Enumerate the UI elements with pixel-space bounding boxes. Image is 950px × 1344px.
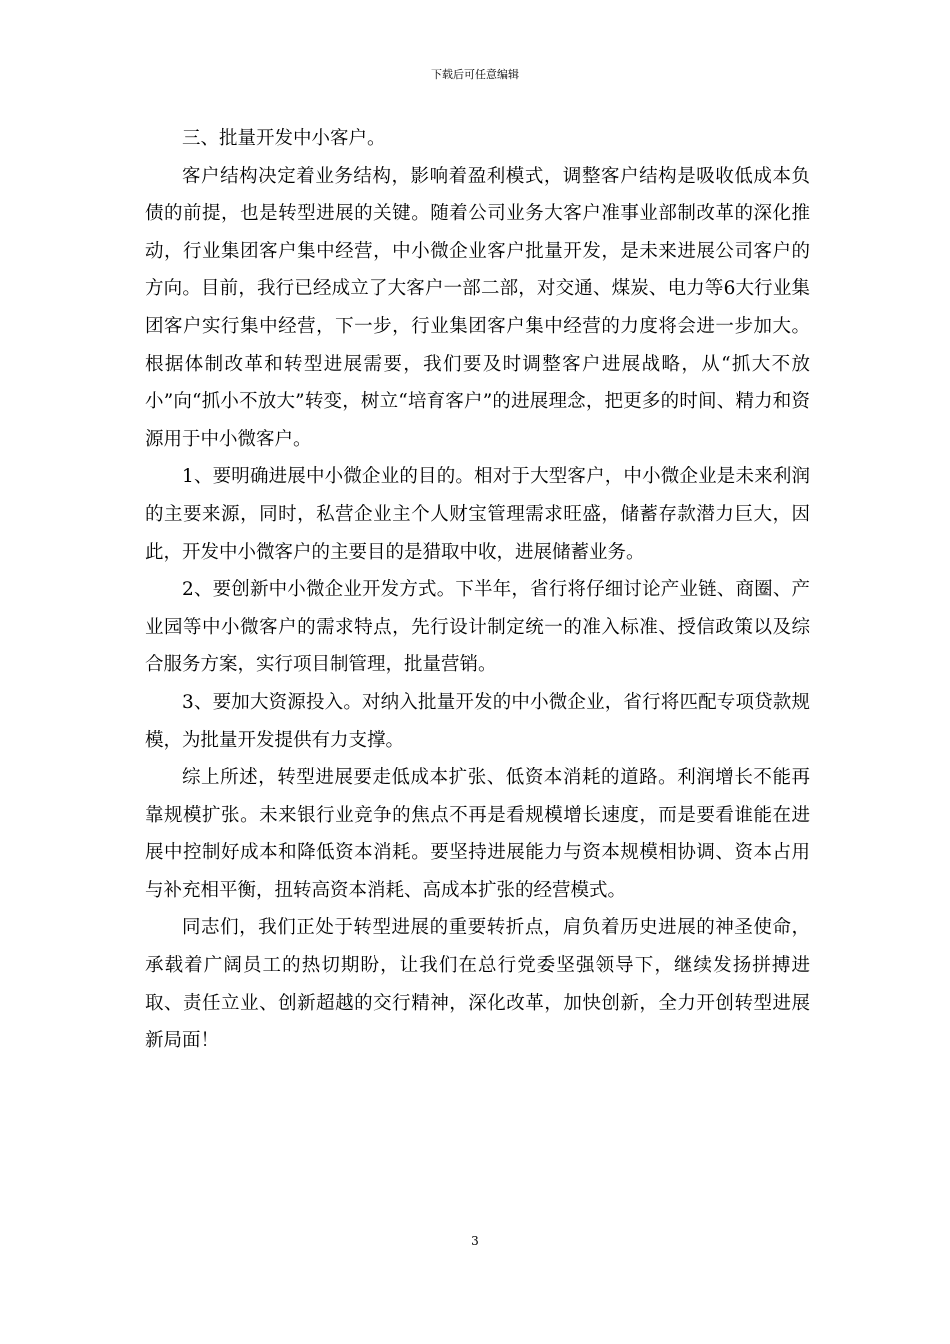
paragraph: 综上所述，转型进展要走低成本扩张、低资本消耗的道路。利润增长不能再靠规模扩张。未来银行业竞争的焦点不再是看规模增长速度，而是要看谁能在进展中控制好成本和降低资本消耗。要坚持进展能力与资本规模相协调、资本占用与补充相平衡，扭转高资本消耗、高成本扩张的经营模式。 xyxy=(145,767,810,901)
paragraph: 客户结构决定着业务结构，影响着盈利模式，调整客户结构是吸收低成本负债的前提，也是转型进展的关键。随着公司业务大客户准事业部制改革的深化推动，行业集团客户集中经营，中小微企业客户批量开发，是未来进展公司客户的方向。目前，我行已经成立了大客户一部二部，对交通、煤炭、电力等6大行业集团客户实行集中经营，下一步，行业集团客户集中经营的力度将会进一步加大。根据体制改革和转型进展需要，我们要及时调整客户进展战略，从“抓大不放小”向“抓小不放大”转变，树立“培育客户”的进展理念，把更多的时间、精力和资源用于中小微客户。 xyxy=(145,165,810,450)
paragraph: 1、要明确进展中小微企业的目的。相对于大型客户，中小微企业是未来利润的主要来源，同时，私营企业主个人财宝管理需求旺盛，储蓄存款潜力巨大，因此，开发中小微客户的主要目的是猎取中收，进展储蓄业务。 xyxy=(145,466,810,563)
paragraph: 3、要加大资源投入。对纳入批量开发的中小微企业，省行将匹配专项贷款规模，为批量开发提供有力支撑。 xyxy=(145,691,810,751)
paragraph: 2、要创新中小微企业开发方式。下半年，省行将仔细讨论产业链、商圈、产业园等中小微客户的需求特点，先行设计制定统一的准入标准、授信政策以及综合服务方案，实行项目制管理，批量营销。 xyxy=(145,579,810,676)
document-body xyxy=(145,120,810,1060)
paragraph: 同志们，我们正处于转型进展的重要转折点，肩负着历史进展的神圣使命，承载着广阔员工的热切期盼，让我们在总行党委坚强领导下，继续发扬拼搏进取、责任立业、创新超越的交行精神，深化改革，加快创新，全力开创转型进展新局面！ xyxy=(145,917,810,1052)
page-header: 下载后可任意编辑 xyxy=(431,68,519,81)
section-heading: 三、批量开发中小客户。 xyxy=(182,128,386,149)
page-number: 3 xyxy=(471,1234,479,1248)
